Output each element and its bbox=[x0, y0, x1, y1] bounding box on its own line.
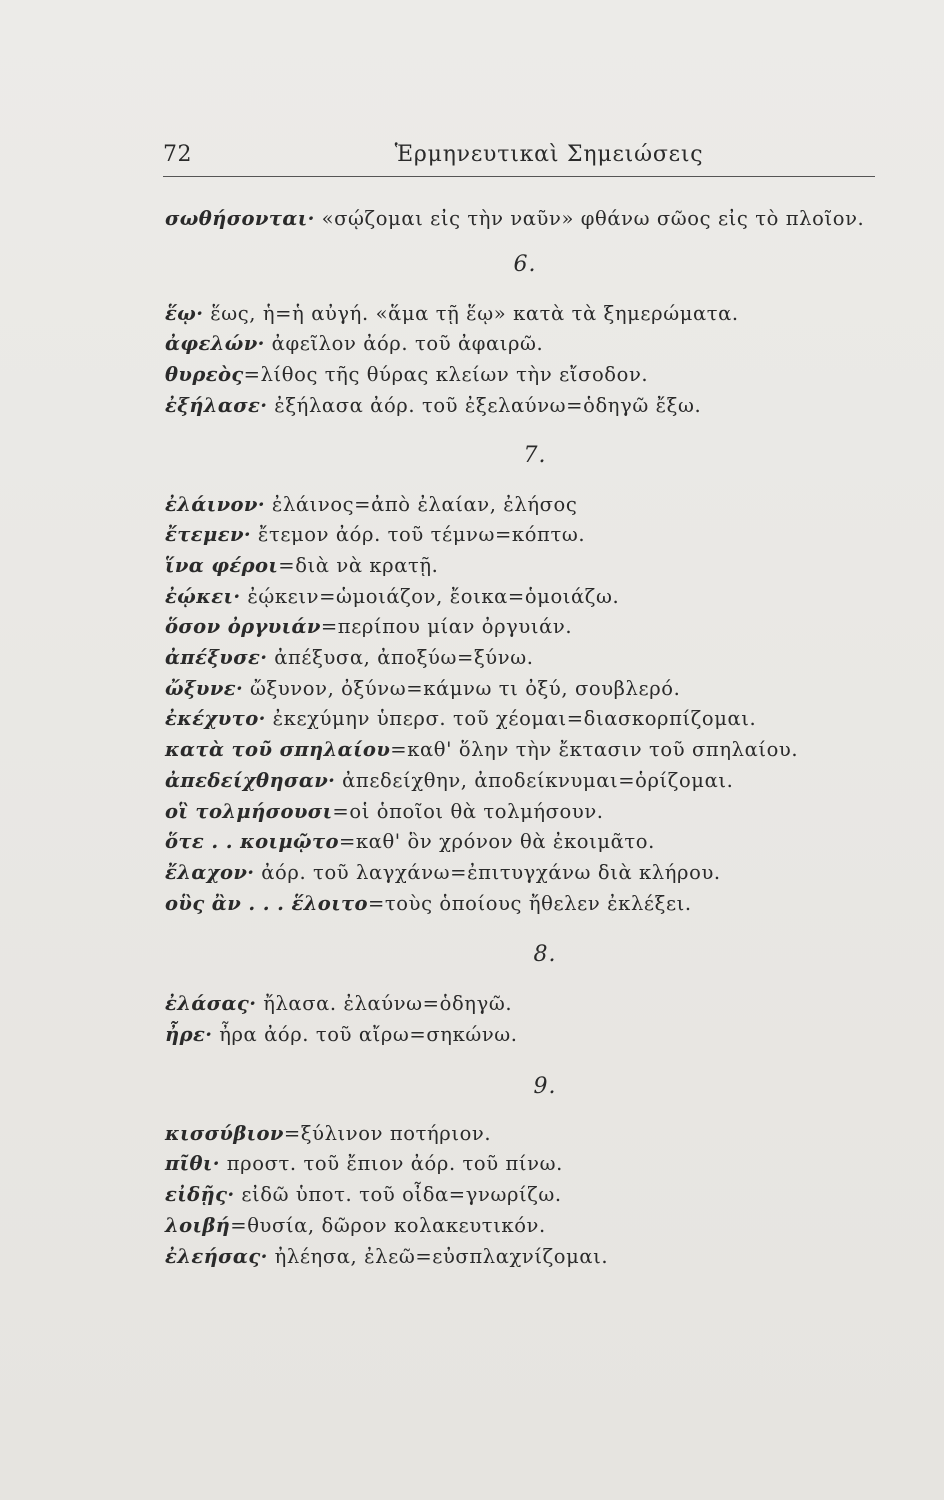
entry-lemma: ὅσον ὀργυιάν bbox=[165, 615, 321, 639]
entry-gloss: =οἱ ὁποῖοι θὰ τολμήσουν. bbox=[332, 799, 604, 823]
entry-gloss: ἀόρ. τοῦ λαγχάνω=ἐπιτυγχάνω διὰ κλήρου. bbox=[254, 860, 721, 884]
entry-gloss: =θυσία, δῶρον κολακευτικόν. bbox=[230, 1213, 546, 1237]
glossary-entry bbox=[165, 329, 885, 360]
entry-gloss: ἐλάινος=ἀπὸ ἐλαίαν, ἐλήσος bbox=[265, 492, 578, 516]
entry-gloss: ἀφεῖλον ἀόρ. τοῦ ἀφαιρῶ. bbox=[264, 332, 544, 356]
entry-lemma: ἔτεμεν· bbox=[165, 523, 252, 547]
entry-lemma: ἐλάσας· bbox=[165, 992, 257, 1016]
entry-lemma: κισσύβιον bbox=[165, 1121, 284, 1145]
entry-gloss: ἔτεμον ἀόρ. τοῦ τέμνω=κόπτω. bbox=[251, 523, 586, 547]
section-number: 6. bbox=[513, 251, 537, 277]
entry-gloss: ἐῴκειν=ὡμοιάζον, ἔοικα=ὁμοιάζω. bbox=[240, 584, 620, 608]
glossary-entry bbox=[165, 391, 885, 422]
entry-gloss: ἕως, ἡ=ἡ αὐγή. «ἅμα τῇ ἕῳ» κατὰ τὰ ξημερώματα. bbox=[203, 301, 739, 325]
entry-gloss: =διὰ νὰ κρατῇ. bbox=[278, 553, 439, 577]
glossary-entry bbox=[165, 1119, 885, 1150]
glossary-entry bbox=[165, 858, 885, 889]
entry-gloss: =τοὺς ὁποίους ἤθελεν ἐκλέξει. bbox=[367, 891, 692, 915]
glossary-entry bbox=[165, 520, 885, 551]
glossary-entry bbox=[165, 1242, 885, 1273]
entry-lemma: ὅτε . . κοιμῷτο bbox=[165, 830, 339, 854]
glossary-entry bbox=[165, 674, 885, 705]
glossary-entry bbox=[165, 704, 885, 735]
glossary-entry bbox=[165, 551, 885, 582]
entry-gloss: ἐκεχύμην ὑπερσ. τοῦ χέομαι=διασκορπίζομαι. bbox=[265, 707, 757, 731]
glossary-entry bbox=[165, 204, 885, 235]
glossary-entry bbox=[165, 766, 885, 797]
page-number: 72 bbox=[163, 142, 192, 167]
entry-lemma: ἵνα φέροι bbox=[165, 553, 279, 577]
section-number: 8. bbox=[533, 942, 557, 968]
entry-gloss: ὤξυνον, ὀξύνω=κάμνω τι ὀξύ, σουβλερό. bbox=[243, 676, 681, 700]
entry-lemma: ἦρε· bbox=[165, 1023, 213, 1047]
glossary-entry bbox=[165, 889, 885, 920]
entry-lemma: ἔλαχον· bbox=[165, 860, 255, 884]
entry-lemma: θυρεὸς bbox=[165, 363, 244, 387]
page-header bbox=[163, 140, 875, 177]
entry-lemma: ἀφελών· bbox=[165, 332, 265, 356]
entry-gloss: ἤλασα. ἐλαύνω=ὁδηγῶ. bbox=[256, 992, 513, 1016]
entry-lemma: κατὰ τοῦ σπηλαίου bbox=[165, 738, 391, 762]
entry-gloss: «σῴζομαι εἰς τὴν ναῦν» φθάνω σῶος εἰς τὸ πλοῖον. bbox=[314, 207, 865, 230]
entry-lemma: πῖθι· bbox=[165, 1152, 220, 1176]
entry-lemma: ἀπεδείχθησαν· bbox=[165, 768, 336, 792]
glossary-entry bbox=[165, 989, 885, 1020]
entry-lemma: ὤξυνε· bbox=[165, 676, 244, 700]
section-number: 7. bbox=[523, 442, 547, 468]
entry-lemma: εἰδῇς· bbox=[165, 1183, 235, 1207]
glossary-entry bbox=[165, 735, 885, 766]
entry-lemma: λοιβή bbox=[165, 1213, 231, 1237]
entry-gloss: ἦρα ἀόρ. τοῦ αἴρω=σηκώνω. bbox=[212, 1023, 518, 1047]
glossary-entry bbox=[165, 1211, 885, 1242]
glossary-entry bbox=[165, 1020, 885, 1051]
glossary-entry bbox=[165, 490, 885, 521]
entry-gloss: =λίθος τῆς θύρας κλείων τὴν εἴσοδον. bbox=[243, 363, 649, 387]
glossary-entry bbox=[165, 612, 885, 643]
glossary-entry bbox=[165, 797, 885, 828]
entry-lemma: οὓς ἂν . . . ἕλοιτο bbox=[165, 891, 368, 915]
entry-lemma: οἳ τολμήσουσι bbox=[165, 799, 333, 823]
entry-gloss: ἀπέξυσα, ἀποξύω=ξύνω. bbox=[267, 646, 534, 670]
entry-lemma: ἐλεήσας· bbox=[165, 1244, 268, 1268]
entry-gloss: προστ. τοῦ ἔπιον ἀόρ. τοῦ πίνω. bbox=[219, 1152, 563, 1176]
entry-lemma: ἐλάινον· bbox=[165, 492, 266, 516]
page-content bbox=[165, 204, 885, 1272]
entry-gloss: =περίπου μίαν ὀργυιάν. bbox=[320, 615, 573, 639]
entry-gloss: =καθ' ὃν χρόνον θὰ ἐκοιμᾶτο. bbox=[338, 830, 655, 854]
entry-lemma: ἐξήλασε· bbox=[165, 393, 268, 417]
section-number: 9. bbox=[533, 1073, 557, 1099]
glossary-entry bbox=[165, 827, 885, 858]
entry-gloss: =καθ' ὅλην τὴν ἔκτασιν τοῦ σπηλαίου. bbox=[390, 738, 799, 762]
running-title: Ἑρμηνευτικαὶ Σημειώσεις bbox=[394, 142, 704, 167]
glossary-entry bbox=[165, 1149, 885, 1180]
entry-lemma: ἀπέξυσε· bbox=[165, 646, 268, 670]
entry-lemma: ἐῴκει· bbox=[165, 584, 241, 608]
entry-gloss: ἀπεδείχθην, ἀποδείκνυμαι=ὁρίζομαι. bbox=[335, 768, 734, 792]
entry-gloss: =ξύλινον ποτήριον. bbox=[283, 1121, 492, 1145]
entry-gloss: εἰδῶ ὑποτ. τοῦ οἶδα=γνωρίζω. bbox=[234, 1183, 562, 1207]
entry-gloss: ἐξήλασα ἀόρ. τοῦ ἐξελαύνω=ὁδηγῶ ἔξω. bbox=[267, 393, 702, 417]
glossary-entry bbox=[165, 1180, 885, 1211]
glossary-entry bbox=[165, 582, 885, 613]
glossary-entry bbox=[165, 299, 885, 330]
glossary-entry bbox=[165, 360, 885, 391]
entry-lemma: σωθήσονται· bbox=[165, 207, 315, 230]
entry-gloss: ἠλέησα, ἐλεῶ=εὐσπλαχνίζομαι. bbox=[267, 1244, 609, 1268]
entry-lemma: ἐκέχυτο· bbox=[165, 707, 266, 731]
glossary-entry bbox=[165, 643, 885, 674]
entry-lemma: ἕῳ· bbox=[165, 301, 204, 325]
